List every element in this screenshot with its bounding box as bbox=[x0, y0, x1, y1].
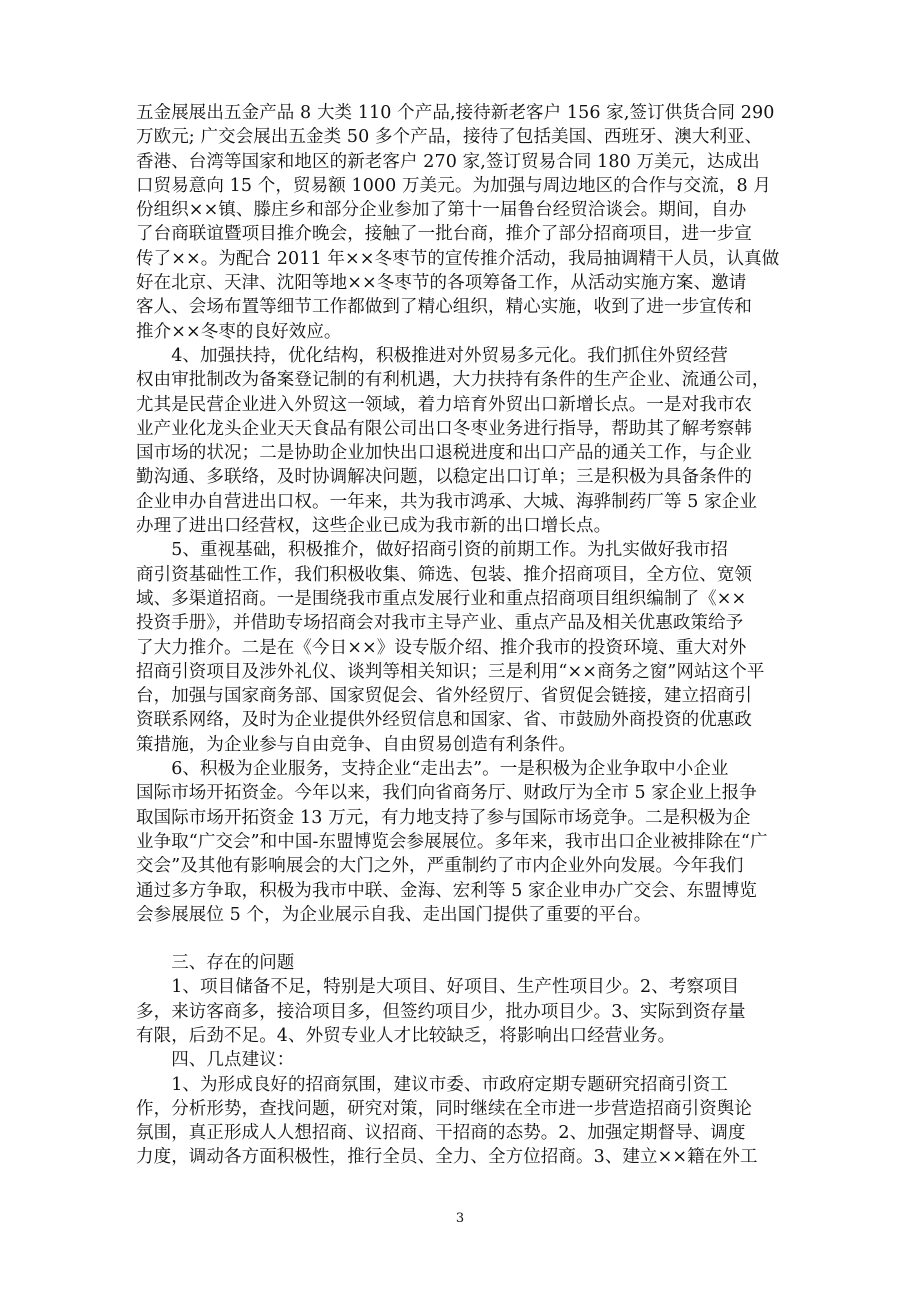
text-line: 有限，后劲不足。4、外贸专业人才比较缺乏，将影响出口经营业务。 bbox=[136, 1025, 676, 1046]
text-line: 传了××。为配合 2011 年××冬枣节的宣传推介活动，我局抽调精干人员，认真做 bbox=[136, 248, 780, 269]
text-line: 香港、台湾等国家和地区的新老客户 270 家,签订贸易合同 180 万美元，达成出 bbox=[136, 151, 760, 172]
text-line: 了大力推介。二是在《今日××》设专版介绍、推介我市的投资环境、重大对外 bbox=[136, 637, 747, 658]
section-spacer bbox=[136, 927, 796, 951]
page-number: 3 bbox=[455, 1211, 465, 1226]
text-line: 业产业化龙头企业天天食品有限公司出口冬枣业务进行指导，帮助其了解考察韩 bbox=[136, 418, 752, 439]
text-line: 国市场的状况；二是协助企业加快出口退税进度和出口产品的通关工作，与企业 bbox=[136, 443, 752, 464]
text-line: 商引资基础性工作，我们积极收集、筛选、包装、推介招商项目，全方位、宽领 bbox=[136, 564, 752, 585]
text-line: 国际市场开拓资金。今年以来，我们向省商务厅、财政厅为全市 5 家企业上报争 bbox=[136, 783, 757, 804]
text-line: 五金展展出五金产品 8 大类 110 个产品,接待新老客户 156 家,签订供货合同 290 bbox=[136, 103, 775, 123]
text-line: 6、积极为企业服务，支持企业“走出去”。一是积极为企业争取中小企业 bbox=[136, 759, 729, 780]
text-line: 权由审批制改为备案登记制的有利机遇，大力扶持有条件的生产企业、流通公司， bbox=[136, 370, 770, 391]
text-line: 投资手册》，并借助专场招商会对我市主导产业、重点产品及相关优惠政策给予 bbox=[136, 613, 744, 634]
text-line: 客人、会场布置等细节工作都做到了精心组织，精心实施，收到了进一步宣传和 bbox=[136, 297, 752, 318]
text-line: 了台商联谊暨项目推介晚会，接触了一批台商，推介了部分招商项目，进一步宣 bbox=[136, 224, 752, 245]
text-line: 1、为形成良好的招商氛围，建议市委、市政府定期专题研究招商引资工 bbox=[136, 1074, 729, 1095]
text-section-issues-suggestions bbox=[136, 951, 796, 1170]
text-line: 企业申办自营进出口权。一年来，共为我市鸿承、大城、海骅制药厂等 5 家企业 bbox=[136, 491, 757, 512]
text-line: 三、存在的问题 bbox=[136, 953, 295, 974]
text-line: 多，来访客商多，接洽项目多，但签约项目少，批办项目少。3、实际到资存量 bbox=[136, 1001, 746, 1022]
text-line: 取国际市场开拓资金 13 万元，有力地支持了参与国际市场竞争。二是积极为企 bbox=[136, 807, 751, 828]
text-line: 份组织××镇、滕庄乡和部分企业参加了第十一届鲁台经贸洽谈会。期间，自办 bbox=[136, 200, 747, 221]
text-line: 口贸易意向 15 个，贸易额 1000 万美元。为加强与周边地区的合作与交流，8 月 bbox=[136, 175, 771, 196]
text-line: 好在北京、天津、沈阳等地××冬枣节的各项筹备工作，从活动实施方案、邀请 bbox=[136, 273, 747, 294]
text-line: 作，分析形势，查找问题，研究对策，同时继续在全市进一步营造招商引资舆论 bbox=[136, 1098, 752, 1119]
text-line: 4、加强扶持，优化结构，积极推进对外贸易多元化。我们抓住外贸经营 bbox=[136, 345, 729, 366]
text-line: 氛围，真正形成人人想招商、议招商、干招商的态势。2、加强定期督导、调度 bbox=[136, 1123, 746, 1144]
text-line: 勤沟通、多联络，及时协调解决问题，以稳定出口订单；三是积极为具备条件的 bbox=[136, 467, 752, 488]
text-line: 会参展展位 5 个，为企业展示自我、走出国门提供了重要的平台。 bbox=[136, 904, 652, 925]
text-line: 招商引资项目及涉外礼仪、谈判等相关知识；三是利用“××商务之窗”网站这个平 bbox=[136, 661, 765, 682]
text-line: 业争取“广交会”和中国-东盟博览会参展展位。多年来，我市出口企业被排除在“广 bbox=[136, 831, 768, 852]
text-line: 域、多渠道招商。一是围绕我市重点发展行业和重点招商项目组织编制了《×× bbox=[136, 588, 747, 609]
body-text bbox=[136, 101, 796, 1170]
text-line: 四、几点建议： bbox=[136, 1050, 295, 1071]
text-line: 尤其是民营企业进入外贸这一领域，着力培育外贸出口新增长点。一是对我市农 bbox=[136, 394, 752, 415]
text-line: 办理了进出口经营权，这些企业已成为我市新的出口增长点。 bbox=[136, 516, 612, 537]
text-section-main bbox=[136, 101, 796, 927]
text-line: 交会”及其他有影响展会的大门之外，严重制约了市内企业外向发展。今年我们 bbox=[136, 856, 744, 877]
text-line: 推介××冬枣的良好效应。 bbox=[136, 321, 342, 342]
text-line: 台，加强与国家商务部、国家贸促会、省外经贸厅、省贸促会链接，建立招商引 bbox=[136, 686, 752, 707]
text-line: 1、项目储备不足，特别是大项目、好项目、生产性项目少。2、考察项目 bbox=[136, 977, 740, 998]
text-line: 力度，调动各方面积极性，推行全员、全力、全方位招商。3、建立××籍在外工 bbox=[136, 1147, 758, 1168]
text-line: 策措施，为企业参与自由竞争、自由贸易创造有利条件。 bbox=[136, 734, 576, 755]
text-line: 万欧元; 广交会展出五金类 50 多个产品，接待了包括美国、西班牙、澳大利亚、 bbox=[136, 127, 763, 148]
text-line: 通过多方争取，积极为我市中联、金海、宏利等 5 家企业申办广交会、东盟博览 bbox=[136, 880, 757, 901]
text-line: 资联系网络，及时为企业提供外经贸信息和国家、省、市鼓励外商投资的优惠政 bbox=[136, 710, 752, 731]
text-line: 5、重视基础，积极推介，做好招商引资的前期工作。为扎实做好我市招 bbox=[136, 540, 729, 561]
